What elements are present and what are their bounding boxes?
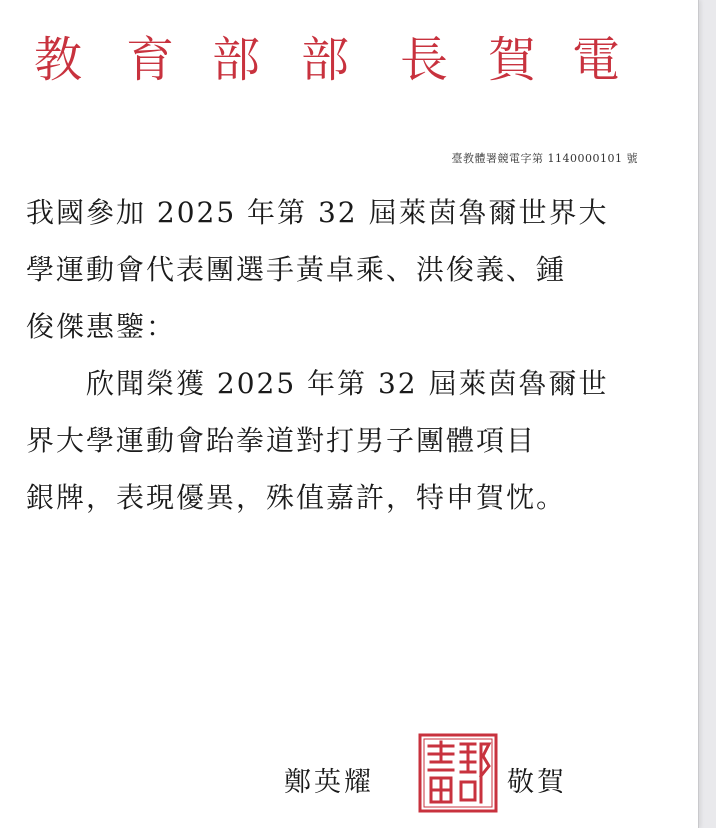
title-char: 教 xyxy=(34,32,83,88)
title-char: 長 xyxy=(400,32,449,88)
body-line: 銀牌，表現優異，殊值嘉許，特申賀忱。 xyxy=(26,481,567,514)
title-char: 賀 xyxy=(488,32,537,88)
title-char: 育 xyxy=(126,32,175,88)
document-body xyxy=(26,184,676,526)
body-line: 我國參加 2025 年第 32 屆萊茵魯爾世界大 xyxy=(26,196,609,229)
document-number: 臺教體署競電字第 1140000101 號 xyxy=(451,152,638,165)
closing-text: 敬賀 xyxy=(507,767,567,798)
body-line: 界大學運動會跆拳道對打男子團體項目 xyxy=(26,424,537,457)
body-line: 學運動會代表團選手黃卓乘、洪俊義、鍾 xyxy=(26,253,567,286)
official-seal-stamp xyxy=(417,732,499,814)
signature-name: 鄭英耀 xyxy=(284,767,374,798)
title-char: 部 xyxy=(212,32,261,88)
body-line: 俊傑惠鑒： xyxy=(26,310,177,343)
title-char: 電 xyxy=(572,32,621,88)
title-char: 部 xyxy=(301,32,350,88)
document-title xyxy=(0,20,698,100)
body-line: 欣聞榮獲 2025 年第 32 屆萊茵魯爾世 xyxy=(26,367,609,400)
